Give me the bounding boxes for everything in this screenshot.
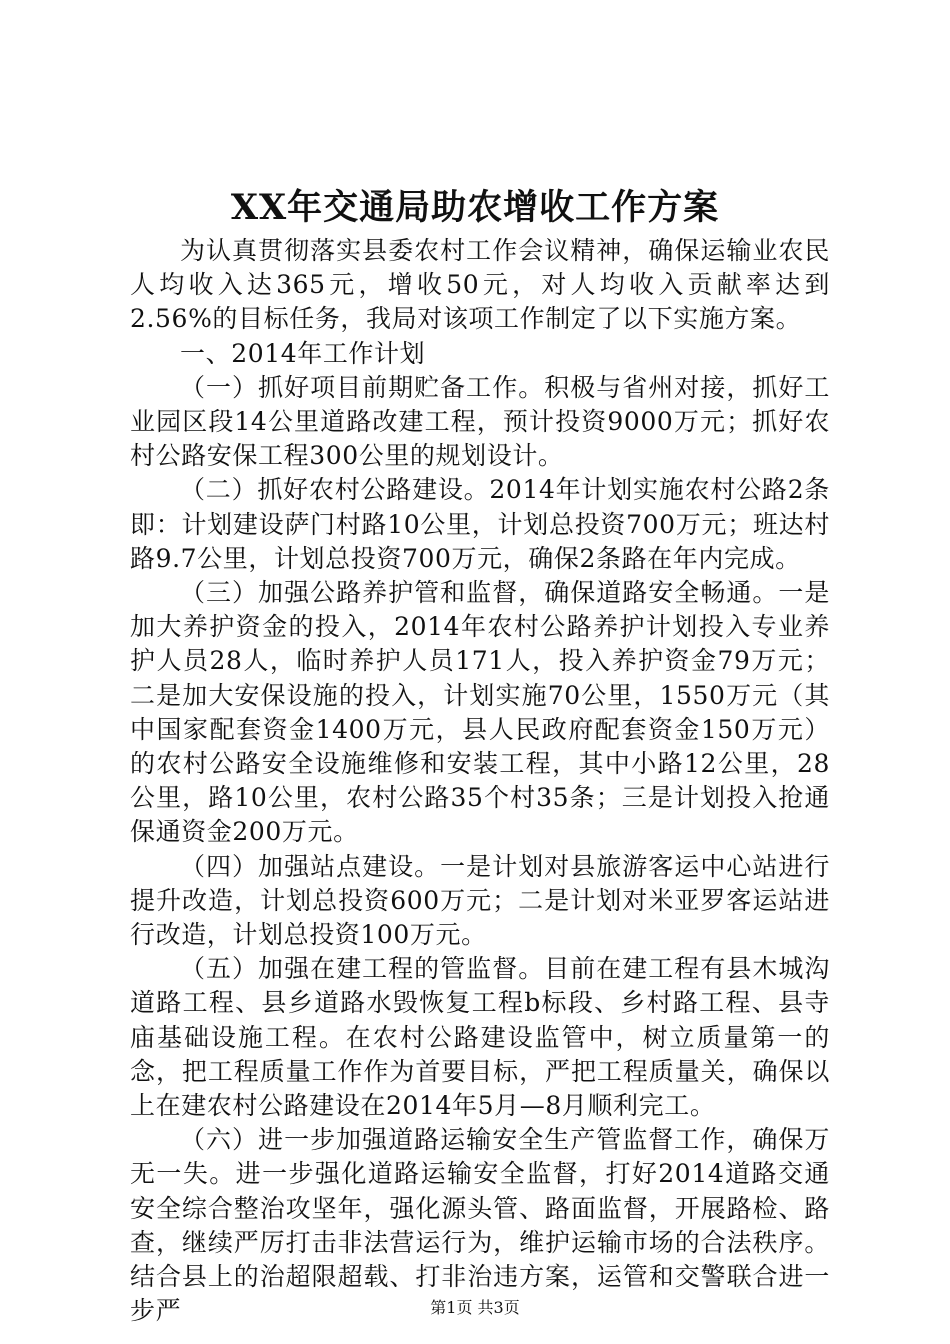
paragraph-item-5: （五）加强在建工程的管监督。目前在建工程有县木城沟道路工程、县乡道路水毁恢复工程b标段、乡村路工程、县寺庙基础设施工程。在农村公路建设监管中，树立质量第一的念，把工程质量工作作为首要目标，严把工程质量关，确保以上在建农村公路建设在2014年5月—8月顺利完工。 bbox=[130, 954, 830, 1121]
paragraph-item-4: （四）加强站点建设。一是计划对县旅游客运中心站进行提升改造，计划总投资600万元；二是计划对米亚罗客运站进行改造，计划总投资100万元。 bbox=[130, 851, 830, 950]
document-title: XX年交通局助农增收工作方案 bbox=[230, 187, 720, 228]
intro-paragraph: 为认真贯彻落实县委农村工作会议精神，确保运输业农民人均收入达365元，增收50元，对人均收入贡献率达到2.56%的目标任务，我局对该项工作制定了以下实施方案。 bbox=[130, 236, 830, 334]
paragraph-item-1: （一）抓好项目前期贮备工作。积极与省州对接，抓好工业园区段14公里道路改建工程，预计投资9000万元；抓好农村公路安保工程300公里的规划设计。 bbox=[130, 372, 830, 471]
paragraph-item-2: （二）抓好农村公路建设。2014年计划实施农村公路2条即：计划建设萨门村路10公里，计划总投资700万元；班达村路9.7公里，计划总投资700万元，确保2条路在年内完成。 bbox=[130, 475, 830, 573]
paragraph-item-3: （三）加强公路养护管和监督，确保道路安全畅通。一是加大养护资金的投入，2014年农村公路养护计划投入专业养护人员28人，临时养护人员171人，投入养护资金79万元；二是加大安保设施的投入，计划实施70公里，1550万元（其中国家配套资金1400万元，县人民政府配套资金150万元）的农村公路安全设施维修和安装工程，其中小路12公里，28公里，路10公里，农村公路35个村35条；三是计划投入抢通保通资金200万元。 bbox=[130, 578, 830, 847]
section-heading-work-plan: 一、2014年工作计划 bbox=[180, 338, 426, 368]
document-body bbox=[130, 234, 830, 1329]
page-number-footer: 第1页 共3页 bbox=[430, 1298, 520, 1317]
paragraph-item-6: （六）进一步加强道路运输安全生产管监督工作，确保万无一失。进一步强化道路运输安全监督，打好2014道路交通安全综合整治攻坚年，强化源头管、路面监督，开展路检、路查，继续严厉打击非法营运行为，维护运输市场的合法秩序。结合县上的治超限超载、打非治违方案，运管和交警联合进一步严 bbox=[130, 1125, 830, 1326]
